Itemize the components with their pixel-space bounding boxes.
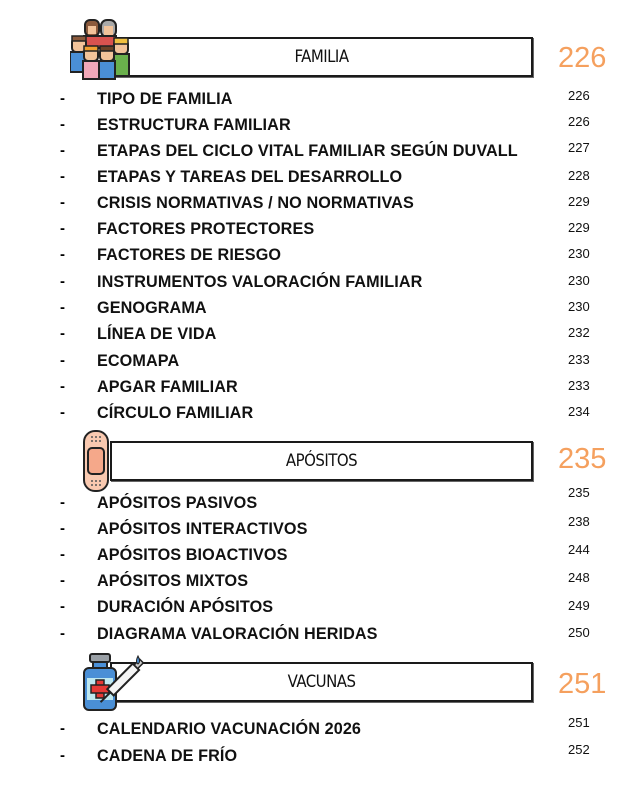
toc-entry[interactable] bbox=[0, 625, 631, 647]
bullet-dash: - bbox=[60, 194, 65, 211]
entry-label: APÓSITOS INTERACTIVOS bbox=[97, 520, 308, 538]
toc-entry[interactable] bbox=[0, 246, 631, 268]
entry-page: 232 bbox=[568, 325, 590, 340]
bullet-dash: - bbox=[60, 520, 65, 537]
entry-label: FACTORES PROTECTORES bbox=[97, 220, 315, 238]
toc-entry[interactable] bbox=[0, 325, 631, 347]
toc-entry[interactable] bbox=[0, 352, 631, 374]
entry-page: 230 bbox=[568, 273, 590, 288]
toc-entry[interactable] bbox=[0, 90, 631, 112]
bandage-icon bbox=[82, 429, 110, 498]
family-icon bbox=[70, 18, 130, 87]
entry-label: DIAGRAMA VALORACIÓN HERIDAS bbox=[97, 625, 378, 643]
entry-label: CÍRCULO FAMILIAR bbox=[97, 404, 254, 422]
bullet-dash: - bbox=[60, 142, 65, 159]
entry-page: 244 bbox=[568, 542, 590, 557]
bullet-dash: - bbox=[60, 352, 65, 369]
entry-label: TIPO DE FAMILIA bbox=[97, 90, 233, 108]
entry-page: 238 bbox=[568, 514, 590, 529]
entry-label: APGAR FAMILIAR bbox=[97, 378, 238, 396]
toc-entry[interactable] bbox=[0, 220, 631, 242]
toc-entry[interactable] bbox=[0, 299, 631, 321]
bullet-dash: - bbox=[60, 598, 65, 615]
section-title-box bbox=[110, 662, 533, 702]
entry-page: 250 bbox=[568, 625, 590, 640]
entry-page: 248 bbox=[568, 570, 590, 585]
toc-entry[interactable] bbox=[0, 194, 631, 216]
entry-label: APÓSITOS PASIVOS bbox=[97, 494, 258, 512]
section-page-number: 226 bbox=[558, 42, 607, 74]
entry-label: GENOGRAMA bbox=[97, 299, 207, 317]
bullet-dash: - bbox=[60, 747, 65, 764]
entry-page: 227 bbox=[568, 140, 590, 155]
entry-page: 229 bbox=[568, 220, 590, 235]
entry-label: FACTORES DE RIESGO bbox=[97, 246, 282, 264]
bullet-dash: - bbox=[60, 494, 65, 511]
entry-label: ETAPAS Y TAREAS DEL DESARROLLO bbox=[97, 168, 403, 186]
entry-page: 233 bbox=[568, 352, 590, 367]
entry-label: APÓSITOS MIXTOS bbox=[97, 572, 249, 590]
entry-page: 228 bbox=[568, 168, 590, 183]
toc-entry[interactable] bbox=[0, 378, 631, 400]
section-page-number: 235 bbox=[558, 443, 607, 475]
bullet-dash: - bbox=[60, 273, 65, 290]
entry-page: 235 bbox=[568, 485, 590, 500]
entry-label: ECOMAPA bbox=[97, 352, 180, 370]
entry-page: 226 bbox=[568, 114, 590, 129]
entry-label: CADENA DE FRÍO bbox=[97, 747, 238, 765]
toc-entry[interactable] bbox=[0, 273, 631, 295]
section-title-box bbox=[110, 37, 533, 77]
entry-label: LÍNEA DE VIDA bbox=[97, 325, 217, 343]
section-title-box bbox=[110, 441, 533, 481]
bullet-dash: - bbox=[60, 546, 65, 563]
toc-entry[interactable] bbox=[0, 542, 631, 568]
vaccine-icon bbox=[82, 650, 146, 719]
entry-page: 229 bbox=[568, 194, 590, 209]
toc-entry[interactable] bbox=[0, 572, 631, 594]
toc-entry[interactable] bbox=[0, 404, 631, 426]
bullet-dash: - bbox=[60, 572, 65, 589]
bullet-dash: - bbox=[60, 168, 65, 185]
toc-entry[interactable] bbox=[0, 715, 631, 742]
toc-entry[interactable] bbox=[0, 116, 631, 138]
section-title: APÓSITOS bbox=[285, 451, 358, 471]
entry-page: 249 bbox=[568, 598, 590, 613]
bullet-dash: - bbox=[60, 404, 65, 421]
entry-label: DURACIÓN APÓSITOS bbox=[97, 598, 274, 616]
entry-label: CRISIS NORMATIVAS / NO NORMATIVAS bbox=[97, 194, 414, 212]
bullet-dash: - bbox=[60, 220, 65, 237]
bullet-dash: - bbox=[60, 720, 65, 737]
toc-entry[interactable] bbox=[0, 514, 631, 542]
entry-label: ESTRUCTURA FAMILIAR bbox=[97, 116, 291, 134]
toc-entry[interactable] bbox=[0, 598, 631, 620]
entry-label: INSTRUMENTOS VALORACIÓN FAMILIAR bbox=[97, 273, 423, 291]
entry-page: 233 bbox=[568, 378, 590, 393]
bullet-dash: - bbox=[60, 378, 65, 395]
bullet-dash: - bbox=[60, 246, 65, 263]
entry-page: 230 bbox=[568, 299, 590, 314]
bullet-dash: - bbox=[60, 90, 65, 107]
entry-label: ETAPAS DEL CICLO VITAL FAMILIAR SEGÚN DUVALL bbox=[97, 142, 518, 160]
toc-entry[interactable] bbox=[0, 168, 631, 190]
bullet-dash: - bbox=[60, 299, 65, 316]
entry-label: APÓSITOS BIOACTIVOS bbox=[97, 546, 288, 564]
section-title: FAMILIA bbox=[294, 47, 349, 67]
entry-page: 251 bbox=[568, 715, 590, 730]
toc-entry[interactable] bbox=[0, 742, 631, 769]
entry-page: 252 bbox=[568, 742, 590, 757]
bullet-dash: - bbox=[60, 116, 65, 133]
entry-label: CALENDARIO VACUNACIÓN 2026 bbox=[97, 720, 362, 738]
toc-entry[interactable] bbox=[0, 485, 631, 516]
section-title: VACUNAS bbox=[287, 672, 356, 692]
section-page-number: 251 bbox=[558, 668, 607, 700]
entry-page: 234 bbox=[568, 404, 590, 419]
entry-page: 230 bbox=[568, 246, 590, 261]
bullet-dash: - bbox=[60, 325, 65, 342]
toc-entry[interactable] bbox=[0, 142, 631, 164]
entry-page: 226 bbox=[568, 88, 590, 103]
bullet-dash: - bbox=[60, 625, 65, 642]
